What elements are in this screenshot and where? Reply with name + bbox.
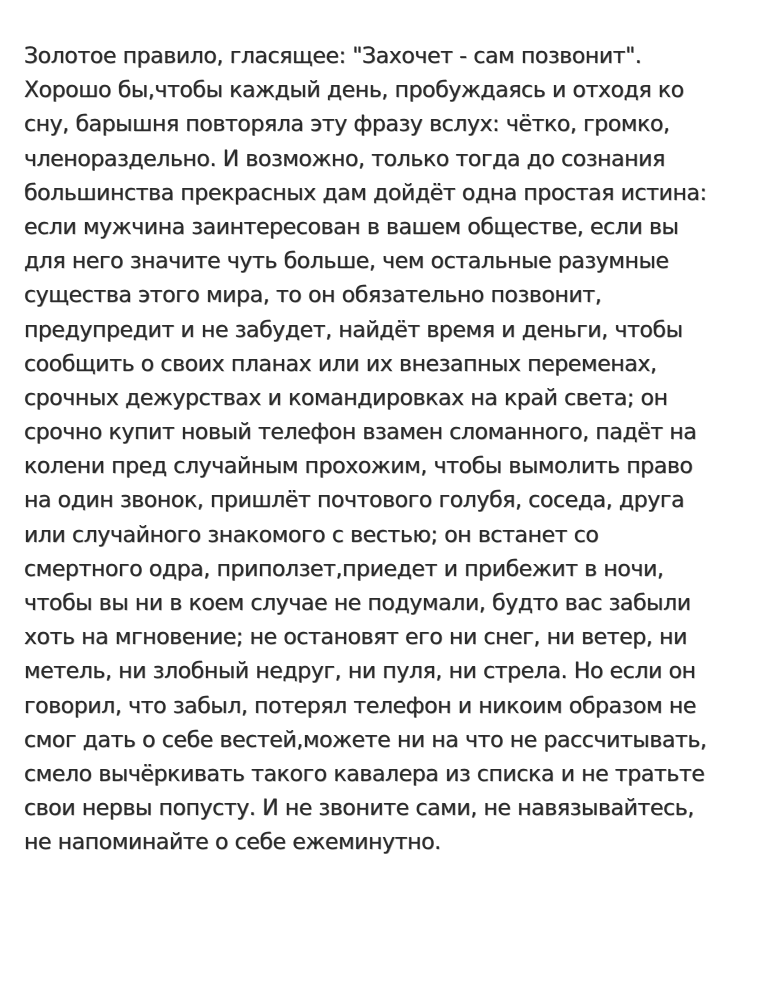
text-line: свои нервы попусту. И не звоните сами, не навязывайтесь, bbox=[24, 796, 694, 822]
text-line: срочных дежурствах и командировках на край света; он bbox=[24, 385, 668, 411]
text-line: на один звонок, пришлёт почтового голубя, соседа, друга bbox=[24, 488, 685, 514]
text-line: членораздельно. И возможно, только тогда до сознания bbox=[24, 146, 665, 172]
text-line: чтобы вы ни в коем случае не подумали, будто вас забыли bbox=[24, 591, 691, 616]
text-line: не напоминайте о себе ежеминутно. bbox=[24, 830, 441, 856]
text-line: смело вычёркивать такого кавалера из списка и не тратьте bbox=[24, 761, 705, 787]
text-line: срочно купит новый телефон взамен сломанного, падёт на bbox=[24, 420, 697, 446]
text-line: сообщить о своих планах или их внезапных переменах, bbox=[24, 351, 657, 377]
text-line: колени пред случайным прохожим, чтобы вымолить право bbox=[24, 454, 693, 480]
text-line: существа этого мира, то он обязательно позвонит, bbox=[24, 283, 602, 309]
text-line: говорил, что забыл, потерял телефон и никоим образом не bbox=[24, 693, 696, 719]
text-line: для него значите чуть больше, чем остальные разумные bbox=[24, 249, 669, 275]
text-line: предупредит и не забудет, найдёт время и деньги, чтобы bbox=[24, 317, 683, 343]
text-block bbox=[24, 40, 754, 861]
text-line: сну, барышня повторяла эту фразу вслух: чётко, громко, bbox=[24, 112, 670, 138]
text-line: или случайного знакомого с вестью; он встанет со bbox=[24, 522, 599, 548]
text-line: метель, ни злобный недруг, ни пуля, ни стрела. Но если он bbox=[24, 659, 696, 685]
text-line: Золотое правило, гласящее: "Захочет - сам позвонит". bbox=[24, 44, 642, 69]
text-line: смог дать о себе вестей,можете ни на что не рассчитывать, bbox=[24, 727, 707, 753]
text-line: хоть на мгновение; не остановят его ни снег, ни ветер, ни bbox=[24, 625, 687, 651]
text-line: Хорошо бы,чтобы каждый день, пробуждаясь и отходя ко bbox=[24, 78, 684, 104]
text-line: смертного одра, приползет,приедет и прибежит в ночи, bbox=[24, 556, 664, 582]
text-line: большинства прекрасных дам дойдёт одна простая истина: bbox=[24, 180, 707, 206]
text-line: если мужчина заинтересован в вашем обществе, если вы bbox=[24, 214, 679, 240]
